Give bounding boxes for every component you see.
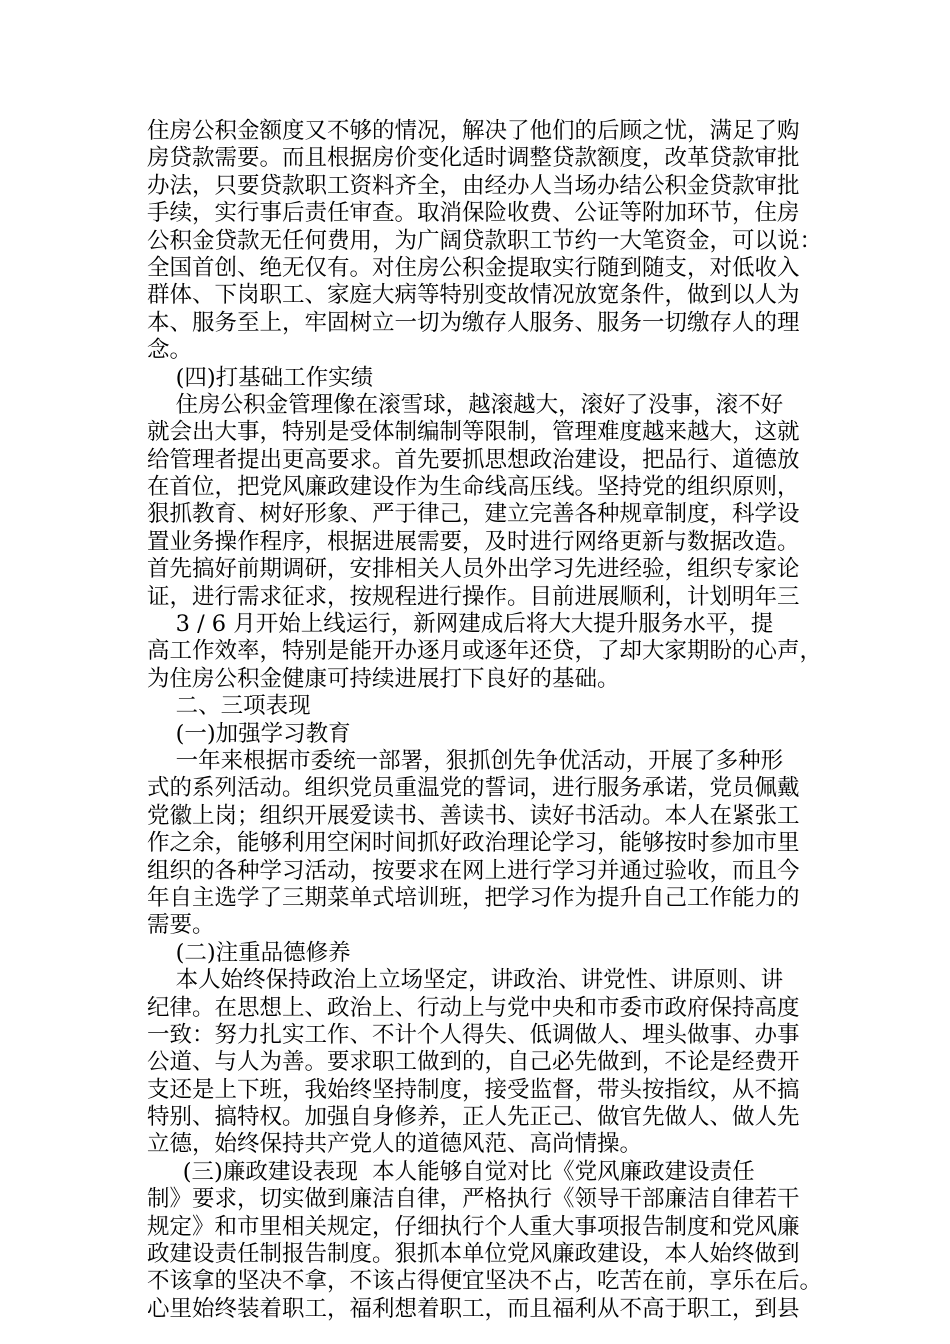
text-line: 首先搞好前期调研，安排相关人员外出学习先进经验，组织专家论 [147, 556, 800, 583]
text-line: 立德，始终保持共产党人的道德风范、高尚情操。 [147, 1131, 643, 1158]
text-line: 就会出大事，特别是受体制编制等限制，管理难度越来越大，这就 [147, 419, 800, 446]
text-line: 公积金贷款无任何费用，为广阔贷款职工节约一大笔资金，可以说： [147, 227, 823, 254]
text-line: 党徽上岗；组织开展爱读书、善读书、读好书活动。本人在紧张工 [147, 802, 800, 829]
text-line: 办法，只要贷款职工资料齐全，由经办人当场办结公积金贷款审批 [147, 172, 800, 199]
text-line: 狠抓教育、树好形象、严于律己，建立完善各种规章制度，科学设 [147, 501, 800, 528]
text-line: 证，进行需求征求，按规程进行操作。目前进展顺利，计划明年三 [147, 583, 800, 610]
text-line: 本人始终保持政治上立场坚定，讲政治、讲党性、讲原则、讲 [147, 967, 784, 994]
text-line: 一致：努力扎实工作、不计个人得失、低调做人、埋头做事、办事 [147, 1021, 800, 1048]
text-line: 全国首创、绝无仅有。对住房公积金提取实行随到随支，对低收入 [147, 254, 800, 281]
text-line: 不该拿的坚决不拿，不该占得便宜坚决不占，吃苦在前，享乐在后。 [147, 1268, 823, 1295]
text-line: 给管理者提出更高要求。首先要抓思想政治建设，把品行、道德放 [147, 446, 800, 473]
text-line: 政建设责任制报告制度。狠抓本单位党风廉政建设，本人始终做到 [147, 1241, 800, 1268]
text-line: (二)注重品德修养 [147, 939, 351, 966]
text-line: 群体、下岗职工、家庭大病等特别变故情况放宽条件，做到以人为 [147, 282, 800, 309]
text-line: 支还是上下班，我始终坚持制度，接受监督，带头按指纹，从不搞 [147, 1076, 800, 1103]
text-line: 特别、搞特权。加强自身修养，正人先正己、做官先做人、做人先 [147, 1104, 800, 1131]
text-line: 式的系列活动。组织党员重温党的誓词，进行服务承诺，党员佩戴 [147, 775, 800, 802]
text-line: 制》要求，切实做到廉洁自律，严格执行《领导干部廉洁自律若干 [147, 1186, 800, 1213]
text-line: 纪律。在思想上、政治上、行动上与党中央和市委市政府保持高度 [147, 994, 800, 1021]
text-line: 在首位，把党风廉政建设作为生命线高压线。坚持党的组织原则， [147, 474, 800, 501]
text-line: 心里始终装着职工，福利想着职工，而且福利从不高于职工，到县 [147, 1295, 800, 1322]
document-body [147, 118, 827, 1323]
text-line: 念。 [147, 337, 193, 364]
text-line: 住房公积金管理像在滚雪球，越滚越大，滚好了没事，滚不好 [147, 391, 784, 418]
text-line: 房贷款需要。而且根据房价变化适时调整贷款额度，改革贷款审批 [147, 145, 800, 172]
text-line: (四)打基础工作实绩 [147, 364, 374, 391]
text-line: 需要。 [147, 912, 215, 939]
text-line: 二、三项表现 [147, 693, 311, 720]
text-line: (一)加强学习教育 [147, 720, 351, 747]
text-line: 作之余，能够利用空闲时间抓好政治理论学习，能够按时参加市里 [147, 830, 800, 857]
text-line: 住房公积金额度又不够的情况，解决了他们的后顾之忧，满足了购 [147, 118, 800, 144]
text-line: 置业务操作程序，根据进展需要，及时进行网络更新与数据改造。 [147, 528, 800, 555]
text-line: 为住房公积金健康可持续进展打下良好的基础。 [147, 665, 620, 692]
text-line: 本、服务至上，牢固树立一切为缴存人服务、服务一切缴存人的理 [147, 309, 800, 336]
text-line: (三)廉政建设表现 本人能够自觉对比《党风廉政建设责任 [147, 1158, 755, 1185]
text-line: 规定》和市里相关规定，仔细执行个人重大事项报告制度和党风廉 [147, 1213, 800, 1240]
text-line: 一年来根据市委统一部署，狠抓创先争优活动，开展了多种形 [147, 747, 784, 774]
text-line: 3 / 6 月开始上线运行，新网建成后将大大提升服务水平，提 [147, 611, 774, 638]
text-line: 公道、与人为善。要求职工做到的，自己必先做到，不论是经费开 [147, 1049, 800, 1076]
text-line: 手续，实行事后责任审查。取消保险收费、公证等附加环节，住房 [147, 200, 800, 227]
text-line: 组织的各种学习活动，按要求在网上进行学习并通过验收，而且今 [147, 857, 800, 884]
text-line: 年自主选学了三期菜单式培训班，把学习作为提升自己工作能力的 [147, 884, 800, 911]
text-line: 高工作效率，特别是能开办逐月或逐年还贷，了却大家期盼的心声， [147, 638, 823, 665]
